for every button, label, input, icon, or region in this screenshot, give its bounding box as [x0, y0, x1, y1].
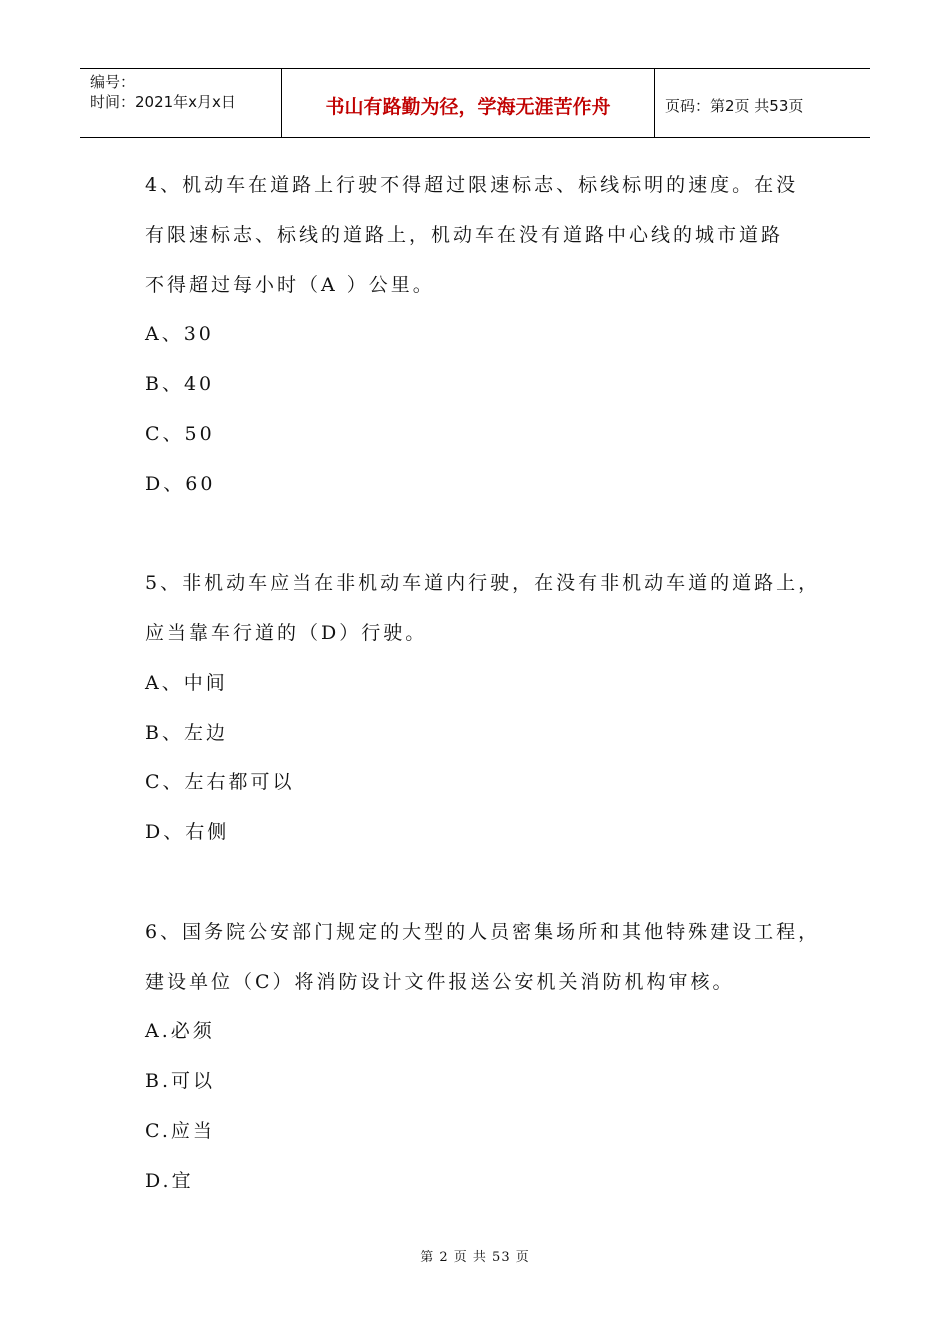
- question-6-option-a: A.必须: [145, 1020, 215, 1042]
- question-6-option-d: D.宜: [145, 1170, 194, 1192]
- serial-label: 编号：: [90, 73, 136, 91]
- header-page-label: 页码：第2页 共53页: [665, 96, 804, 115]
- question-5-option-c: C、左右都可以: [145, 771, 295, 793]
- question-5-line-2: 应当靠车行道的（D）行驶。: [145, 622, 428, 644]
- question-4-option-a: A、30: [145, 323, 214, 345]
- header-motto: 书山有路勤为径，学海无涯苦作舟: [282, 69, 655, 137]
- date-label: 时间：2021年x月x日: [90, 93, 236, 111]
- question-4-option-b: B、40: [145, 373, 215, 395]
- question-4-line-1: 4、机动车在道路上行驶不得超过限速标志、标线标明的速度。在没: [145, 174, 799, 196]
- question-5-option-a: A、中间: [145, 672, 228, 694]
- question-5-line-1: 5、非机动车应当在非机动车道内行驶，在没有非机动车道的道路上，: [145, 572, 821, 594]
- question-4-option-c: C、50: [145, 423, 215, 445]
- question-6-line-2: 建设单位（C）将消防设计文件报送公安机关消防机构审核。: [145, 971, 735, 993]
- question-6-line-1: 6、国务院公安部门规定的大型的人员密集场所和其他特殊建设工程，: [145, 921, 821, 943]
- question-4-line-2: 有限速标志、标线的道路上，机动车在没有道路中心线的城市道路: [145, 224, 784, 246]
- question-6-option-c: C.应当: [145, 1120, 215, 1142]
- page-header: [80, 68, 870, 138]
- question-4-line-3: 不得超过每小时（A ）公里。: [145, 274, 435, 296]
- question-4-option-d: D、60: [145, 473, 216, 495]
- question-5-option-b: B、左边: [145, 722, 228, 744]
- page-footer: 第 2 页 共 53 页: [420, 1250, 530, 1265]
- question-5-option-d: D、右侧: [145, 821, 230, 843]
- header-info-cell: [80, 69, 282, 137]
- question-6-option-b: B.可以: [145, 1070, 216, 1092]
